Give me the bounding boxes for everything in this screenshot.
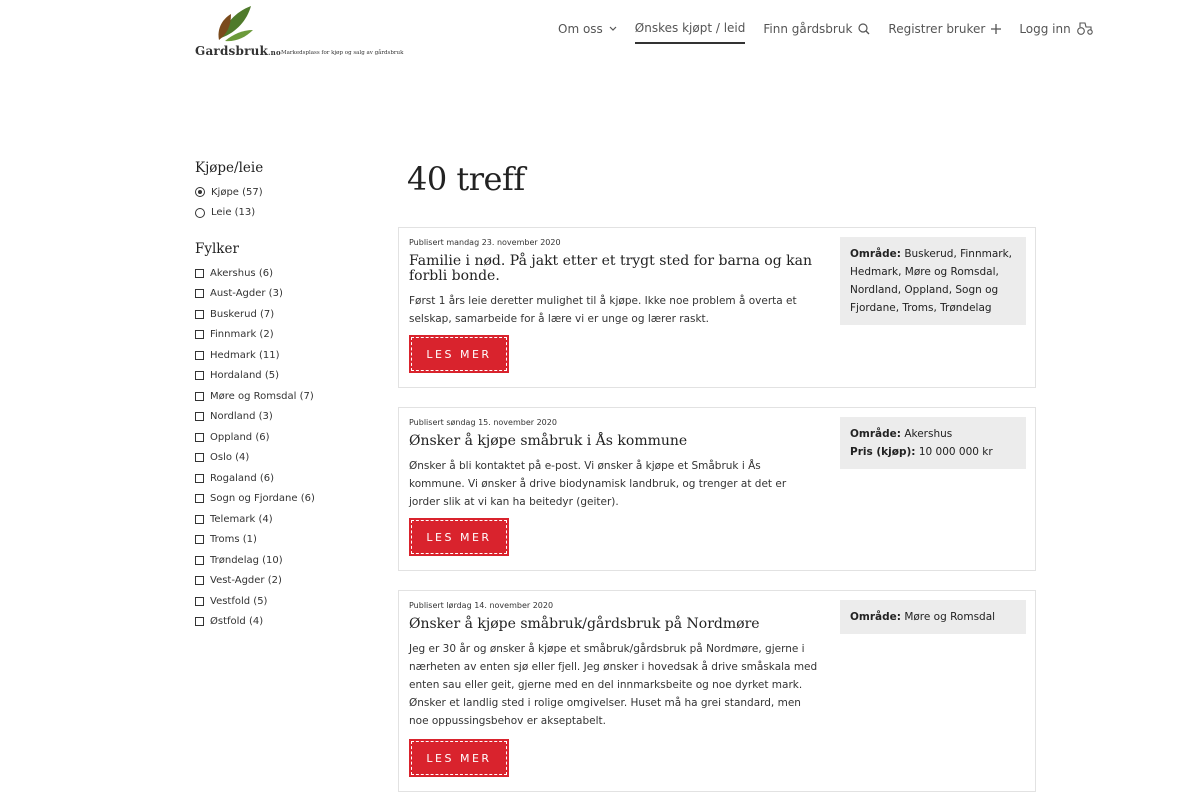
- county-list: [195, 263, 375, 632]
- checkbox[interactable]: [195, 597, 204, 606]
- county-option[interactable]: Vest-Agder (2): [195, 571, 375, 592]
- type-filter-title: Kjøpe/leie: [195, 160, 264, 176]
- checkbox[interactable]: [195, 453, 204, 462]
- listing-body: [409, 418, 819, 511]
- site-logo[interactable]: [195, 4, 425, 60]
- county-option[interactable]: Vestfold (5): [195, 591, 375, 612]
- listing-card: [398, 590, 1036, 792]
- listing-info-box: [840, 237, 1026, 325]
- read-more-button[interactable]: LES MER: [409, 335, 509, 373]
- checkbox[interactable]: [195, 269, 204, 278]
- listing-body: [409, 601, 819, 730]
- listing-title[interactable]: Familie i nød. På jakt etter et trygt sted for barna og kan forbli bonde.: [409, 253, 812, 284]
- type-option-rent[interactable]: Leie (13): [195, 203, 375, 224]
- main-nav: [558, 20, 1111, 44]
- county-option[interactable]: Telemark (4): [195, 509, 375, 530]
- leaf-logo-icon: [215, 4, 255, 42]
- published-date: Publisert lørdag 14. november 2020: [409, 601, 554, 610]
- county-option[interactable]: Buskerud (7): [195, 304, 375, 325]
- county-option[interactable]: Oslo (4): [195, 448, 375, 469]
- listing-title[interactable]: Ønsker å kjøpe småbruk i Ås kommune: [409, 433, 688, 449]
- county-option[interactable]: Østfold (4): [195, 612, 375, 633]
- published-date: Publisert mandag 23. november 2020: [409, 238, 561, 247]
- nav-wanted[interactable]: Ønskes kjøpt / leid: [635, 20, 746, 44]
- checkbox[interactable]: [195, 617, 204, 626]
- county-option[interactable]: Troms (1): [195, 530, 375, 551]
- price-value: 10 000 000 kr: [918, 446, 993, 458]
- radio-selected-icon[interactable]: [195, 187, 205, 197]
- listing-title[interactable]: Ønsker å kjøpe småbruk/gårdsbruk på Nordmøre: [409, 616, 760, 632]
- county-option[interactable]: Møre og Romsdal (7): [195, 386, 375, 407]
- checkbox[interactable]: [195, 474, 204, 483]
- checkbox[interactable]: [195, 371, 204, 380]
- area-value: Akershus: [904, 428, 953, 440]
- checkbox[interactable]: [195, 412, 204, 421]
- listing-text: Jeg er 30 år og ønsker å kjøpe et småbruk/gårdsbruk på Nordmøre, gjerne i nærheten av enten sjø eller fjell. Jeg ønsker i hovedsak å drive småskala med enten sau eller geit, gjerne med en del innmarksbeite og noe dyrket mark. Ønsker et landlig sted i rolige omgivelser. Huset må ha grei standard, men noe oppussingsbehov er akseptabelt.: [409, 643, 818, 727]
- county-option[interactable]: Hordaland (5): [195, 366, 375, 387]
- checkbox[interactable]: [195, 433, 204, 442]
- checkbox[interactable]: [195, 515, 204, 524]
- listing-text: Ønsker å bli kontaktet på e-post. Vi ønsker å kjøpe et Småbruk i Ås kommune. Vi ønsker å drive biodynamisk landbruk, og trenger at det er jorder slik at vi kan ha beitedyr (geiter).: [409, 460, 787, 508]
- logo-name: Gardsbruk.no: [195, 44, 281, 58]
- county-option[interactable]: Oppland (6): [195, 427, 375, 448]
- results-count-title: 40 treff: [407, 160, 525, 198]
- checkbox[interactable]: [195, 556, 204, 565]
- county-option[interactable]: Nordland (3): [195, 407, 375, 428]
- nav-login[interactable]: Logg inn: [1019, 20, 1092, 37]
- nav-register[interactable]: Registrer bruker: [888, 20, 1001, 37]
- listing-card: [398, 227, 1036, 388]
- checkbox[interactable]: [195, 310, 204, 319]
- read-more-button[interactable]: LES MER: [409, 739, 509, 777]
- county-option[interactable]: Akershus (6): [195, 263, 375, 284]
- plus-icon: [991, 24, 1001, 34]
- radio-icon[interactable]: [195, 208, 205, 218]
- checkbox[interactable]: [195, 392, 204, 401]
- checkbox[interactable]: [195, 494, 204, 503]
- county-option[interactable]: Finnmark (2): [195, 325, 375, 346]
- area-value: Buskerud, Finnmark, Hedmark, Møre og Romsdal, Nordland, Oppland, Sogn og Fjordane, Troms, Trøndelag: [850, 248, 1013, 314]
- nav-find-farm[interactable]: Finn gårdsbruk: [763, 20, 870, 37]
- checkbox[interactable]: [195, 330, 204, 339]
- chevron-down-icon: [609, 26, 617, 32]
- published-date: Publisert søndag 15. november 2020: [409, 418, 557, 427]
- listing-info-box: [840, 417, 1026, 469]
- read-more-button[interactable]: LES MER: [409, 518, 509, 556]
- checkbox[interactable]: [195, 289, 204, 298]
- listing-body: [409, 238, 819, 328]
- filter-sidebar: [195, 160, 375, 632]
- county-option[interactable]: Aust-Agder (3): [195, 284, 375, 305]
- checkbox[interactable]: [195, 351, 204, 360]
- area-label: Område:: [850, 248, 901, 260]
- area-value: Møre og Romsdal: [904, 611, 996, 623]
- checkbox[interactable]: [195, 576, 204, 585]
- listing-card: [398, 407, 1036, 571]
- county-option[interactable]: Hedmark (11): [195, 345, 375, 366]
- search-icon: [858, 23, 870, 35]
- listing-info-box: [840, 600, 1026, 634]
- checkbox[interactable]: [195, 535, 204, 544]
- price-label: Pris (kjøp):: [850, 446, 916, 458]
- logo-tagline: Markedsplass for kjøp og salg av gårdsbruk: [281, 50, 404, 56]
- county-option[interactable]: Sogn og Fjordane (6): [195, 489, 375, 510]
- nav-about[interactable]: Om oss: [558, 20, 617, 37]
- tractor-icon: [1077, 22, 1093, 35]
- county-filter-title: Fylker: [195, 241, 239, 257]
- county-option[interactable]: Rogaland (6): [195, 468, 375, 489]
- area-label: Område:: [850, 611, 901, 623]
- listing-text: Først 1 års leie deretter mulighet til å kjøpe. Ikke noe problem å overta et selskap, samarbeide for å lære vi er unge og lærer raskt.: [409, 295, 797, 325]
- type-option-buy[interactable]: Kjøpe (57): [195, 182, 375, 203]
- area-label: Område:: [850, 428, 901, 440]
- county-option[interactable]: Trøndelag (10): [195, 550, 375, 571]
